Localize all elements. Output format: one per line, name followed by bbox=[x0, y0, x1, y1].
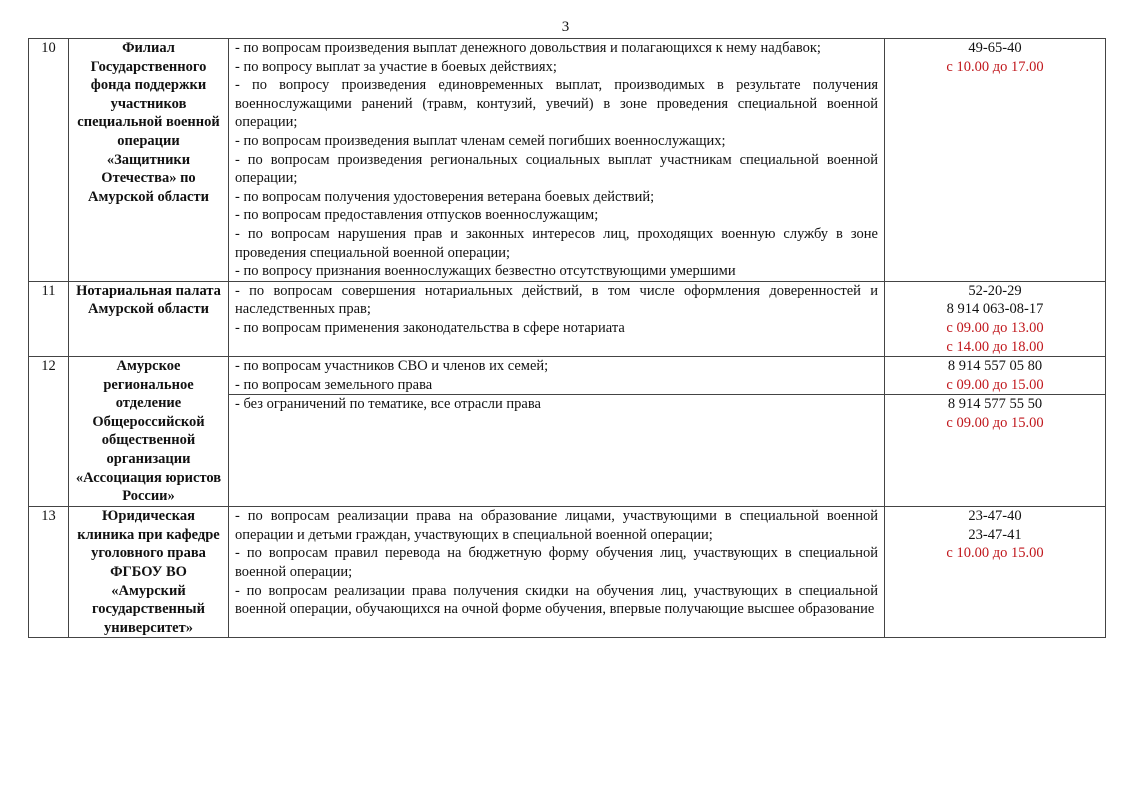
working-hours: с 10.00 до 15.00 bbox=[946, 545, 1044, 562]
row-number: 10 bbox=[29, 39, 69, 282]
phone-number: 52-20-29 bbox=[968, 282, 1022, 299]
organization-name: Юридическая клиника при кафедре уголовного права ФГБОУ ВО «Амурский государственный университет» bbox=[69, 507, 229, 638]
topic-item: - по вопросам произведения выплат членам семей погибших военнослужащих; bbox=[235, 132, 726, 149]
table-row bbox=[29, 357, 1106, 395]
topic-item: - по вопросам правил перевода на бюджетную форму обучения лиц, участвующих в специальной военной операции; bbox=[235, 545, 878, 581]
topics-cell bbox=[229, 281, 885, 356]
topic-item: - по вопросам получения удостоверения ветерана боевых действий; bbox=[235, 188, 655, 205]
topic-item: - по вопросам реализации права получения скидки на обучения лиц, участвующих в специальной военной операции, обучающихся на очной форме обучения, впервые получающие высшее образование bbox=[235, 582, 878, 618]
table-row bbox=[29, 281, 1106, 356]
topic-item: - по вопросу признания военнослужащих безвестно отсутствующими умершими bbox=[235, 263, 736, 280]
page-number: 3 bbox=[561, 19, 570, 35]
phone-number: 8 914 577 55 50 bbox=[947, 396, 1043, 413]
row-number: 12 bbox=[29, 357, 69, 507]
working-hours: с 09.00 до 15.00 bbox=[946, 414, 1044, 431]
phone-number: 8 914 063-08-17 bbox=[946, 301, 1044, 318]
working-hours: с 09.00 до 13.00 bbox=[946, 319, 1044, 336]
topics-cell bbox=[229, 39, 885, 282]
row-number: 11 bbox=[29, 281, 69, 356]
contact-cell bbox=[885, 39, 1106, 282]
topic-item: - без ограничений по тематике, все отрасли права bbox=[235, 396, 541, 413]
contact-cell bbox=[885, 281, 1106, 356]
topics-cell bbox=[229, 357, 885, 395]
topic-item: - по вопросу произведения единовременных выплат, производимых в результате получения военнослужащими ранений (травм, контузий, увечий) в зоне проведения специальной военной операции; bbox=[235, 77, 878, 131]
table-row bbox=[29, 39, 1106, 282]
contact-cell bbox=[885, 395, 1106, 507]
topic-item: - по вопросам применения законодательства в сфере нотариата bbox=[235, 319, 625, 336]
row-number: 13 bbox=[29, 507, 69, 638]
topics-cell bbox=[229, 507, 885, 638]
working-hours: с 09.00 до 15.00 bbox=[946, 376, 1044, 393]
topic-item: - по вопросам земельного права bbox=[235, 376, 433, 393]
topic-item: - по вопросам совершения нотариальных действий, в том числе оформления доверенностей и наследственных прав; bbox=[235, 282, 878, 318]
phone-number: 8 914 557 05 80 bbox=[947, 358, 1043, 375]
topic-item: - по вопросам реализации права на образование лицами, участвующими в специальной военной операции и детьми граждан, участвующих в специальной военной операции; bbox=[235, 508, 878, 543]
topic-item: - по вопросам произведения региональных социальных выплат участникам специальной военной операции; bbox=[235, 151, 878, 187]
working-hours: с 14.00 до 18.00 bbox=[946, 338, 1044, 355]
topic-item: - по вопросам нарушения прав и законных интересов лиц, проходящих военную службу в зоне проведения специальной военной операции; bbox=[235, 225, 878, 261]
phone-number: 23-47-40 bbox=[968, 508, 1022, 525]
phone-number: 49-65-40 bbox=[968, 40, 1022, 56]
organization-name: Филиал Государственного фонда поддержки участников специальной военной операции «Защитники Отечества» по Амурской области bbox=[69, 39, 229, 282]
organization-name: Нотариальная палата Амурской области bbox=[69, 281, 229, 356]
consultation-table bbox=[28, 38, 1106, 638]
topic-item: - по вопросам предоставления отпусков военнослужащим; bbox=[235, 207, 599, 224]
topic-item: - по вопросу выплат за участие в боевых действиях; bbox=[235, 58, 557, 75]
phone-number: 23-47-41 bbox=[968, 526, 1022, 543]
topic-item: - по вопросам участников СВО и членов их семей; bbox=[235, 358, 549, 375]
topics-cell bbox=[229, 395, 885, 507]
contact-cell bbox=[885, 507, 1106, 638]
contact-cell bbox=[885, 357, 1106, 395]
organization-name: Амурское региональное отделение Общероссийской общественной организации «Ассоциация юристов России» bbox=[69, 357, 229, 507]
working-hours: с 10.00 до 17.00 bbox=[946, 58, 1044, 75]
table-row bbox=[29, 507, 1106, 638]
topic-item: - по вопросам произведения выплат денежного довольствия и полагающихся к нему надбавок; bbox=[235, 40, 821, 56]
